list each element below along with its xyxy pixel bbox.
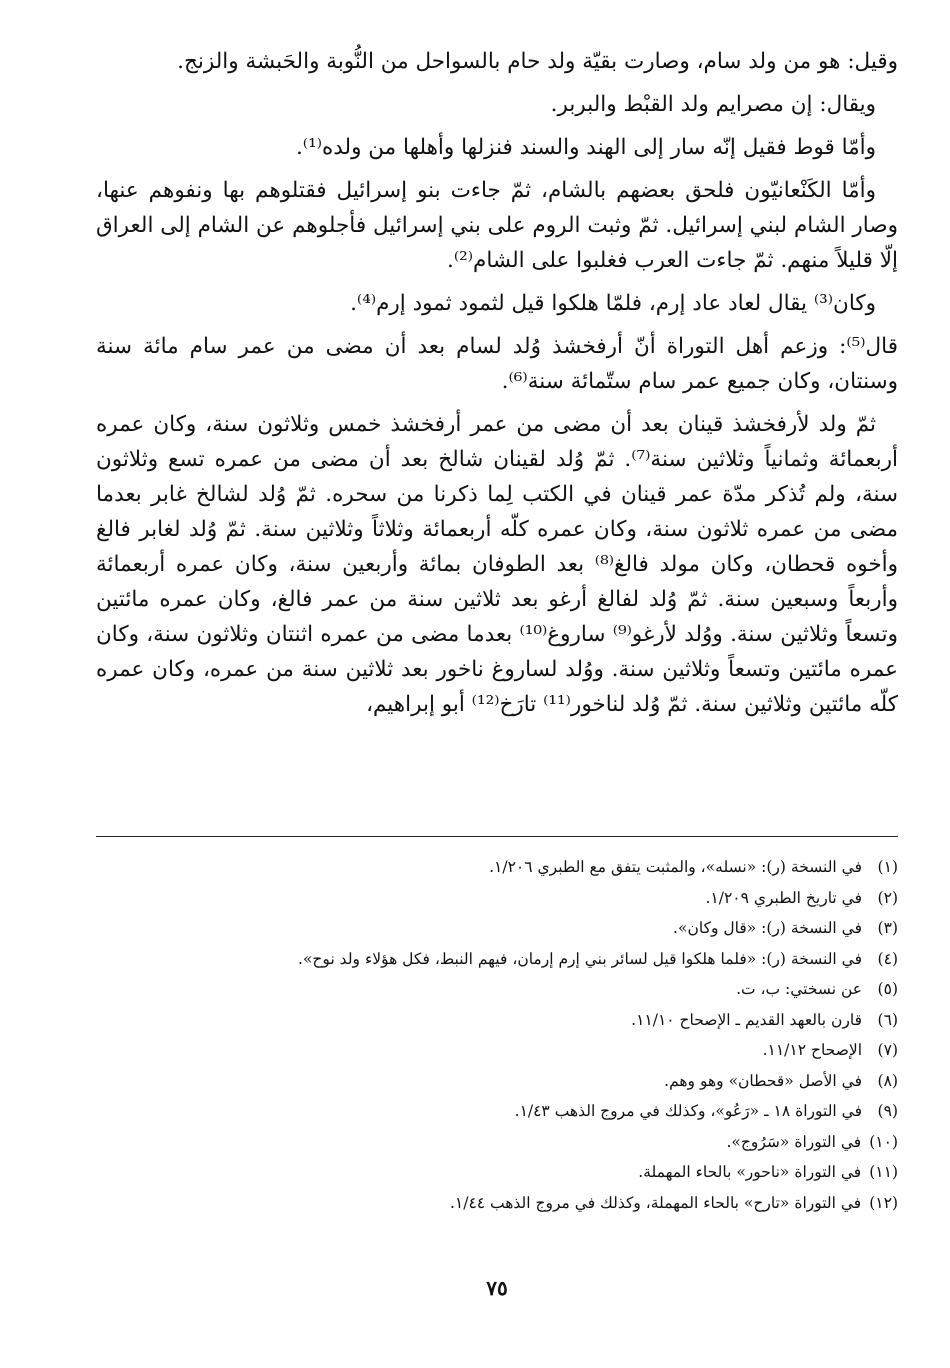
footnote-number: (٧) <box>877 1041 898 1059</box>
paragraph-5: وكان⁽³⁾ يقال لعاد عاد إرم، فلمّا هلكوا قيل لثمود ثمود إرم⁽⁴⁾. <box>350 291 876 316</box>
footnote-5 <box>96 974 898 1005</box>
footnote-number: (١٢) <box>869 1193 898 1212</box>
book-page <box>96 44 898 1344</box>
footnote-10 <box>96 1127 898 1158</box>
footnotes <box>96 852 898 1218</box>
footnote-text: في النسخة (ر): «فلما هلكوا قيل لسائر بني إرم إرمان، فيهم النبط، فكل هؤلاء ولد نوح». <box>298 949 862 968</box>
footnote-6 <box>96 1005 898 1036</box>
footnote-text: في تاريخ الطبري ١/٢٠٩. <box>705 888 862 907</box>
main-text <box>96 44 898 722</box>
footnote-9 <box>96 1096 898 1127</box>
footnote-number: (٨) <box>877 1071 898 1090</box>
footnote-separator <box>96 836 898 837</box>
footnote-text: في النسخة (ر): «نسله»، والمثبت يتفق مع الطبري ١/٢٠٦. <box>489 858 862 876</box>
footnote-3 <box>96 913 898 944</box>
footnote-2 <box>96 883 898 914</box>
footnote-number: (١١) <box>869 1163 898 1181</box>
footnote-number: (٩) <box>877 1102 898 1120</box>
footnote-number: (٢) <box>877 888 898 907</box>
footnote-number: (١٠) <box>869 1132 898 1151</box>
paragraph-6: قال⁽⁵⁾: وزعم أهل التوراة أنّ أرفخشذ وُلد لسام بعد أن مضى من عمر سام مائة سنة وسنتان، وكان جميع عمر سام ستّمائة سنة⁽⁶⁾. <box>96 334 898 394</box>
footnote-text: في التوراة «ناحور» بالحاء المهملة. <box>638 1163 862 1181</box>
footnote-4 <box>96 944 898 975</box>
paragraph-2: ويقال: إن مصرايم ولد القبْط والبربر. <box>550 92 876 117</box>
paragraph-7: ثمّ ولد لأرفخشذ قينان بعد أن مضى من عمر أرفخشذ خمس وثلاثون سنة، وكان عمره أربعمائة وثمانياً وثلاثين سنة⁽⁷⁾. ثمّ وُلد لقينان شالخ بعد أن مضى من عمره تسع وثلاثون سنة، ولم تُذكر مدّة عمر قينان في الكتب لِما ذكرنا من سحره. ثمّ وُلد لشالخ غابر بعدما مضى من عمره ثلاثون سنة، وكان عمره كلّه أربعمائة وثلاثاً وثلاثين سنة. ثمّ وُلد لغابر فالغ وأخوه قحطان، وكان مولد فالغ⁽⁸⁾ بعد الطوفان بمائة وأربعين سنة، وكان عمره أربعمائة وأربعاً وسبعين سنة. ثمّ وُلد لفالغ أرغو بعد ثلاثين سنة من عمر فالغ، وكان عمره مائتين وتسعاً وثلاثين سنة. ووُلد لأرغو⁽⁹⁾ ساروغ⁽¹⁰⁾ بعدما مضى من عمره اثنتان وثلاثون سنة، وكان عمره مائتين وتسعاً وثلاثين سنة. ووُلد لساروغ ناخور بعد ثلاثين سنة من عمره، وكان عمره كلّه مائتين وثلاثين سنة. ثمّ وُلد لناخور⁽¹¹⁾ تارَخ⁽¹²⁾ أبو إبراهيم، <box>96 412 898 717</box>
paragraph-3: وأمّا قوط فقيل إنّه سار إلى الهند والسند فنزلها وأهلها من ولده⁽¹⁾. <box>295 135 876 160</box>
footnote-number: (٦) <box>877 1010 898 1029</box>
footnote-text: عن نسختي: ب، ت. <box>736 980 862 998</box>
footnote-number: (٤) <box>877 949 898 968</box>
footnote-number: (٣) <box>877 919 898 937</box>
footnote-7 <box>96 1035 898 1066</box>
paragraph-4: وأمّا الكَنْعانيّون فلحق بعضهم بالشام، ثمّ جاءت بنو إسرائيل فقتلوهم بها ونفوهم عنها، وصار الشام لبني إسرائيل. ثمّ وثبت الروم على بني إسرائيل فأجلوهم عن الشام إلى العراق إلّا قليلاً منهم. ثمّ جاءت العرب فغلبوا على الشام⁽²⁾. <box>96 178 898 273</box>
footnote-text: قارن بالعهد القديم ـ الإصحاح ١١/١٠. <box>631 1010 862 1029</box>
page-number: ٧٥ <box>486 1276 508 1300</box>
footnote-11 <box>96 1157 898 1188</box>
footnote-number: (١) <box>877 858 898 876</box>
footnote-12 <box>96 1188 898 1219</box>
footnote-number: (٥) <box>877 980 898 998</box>
footnote-text: في التوراة ١٨ ـ «رَعُو»، وكذلك في مروج الذهب ١/٤٣. <box>514 1102 862 1120</box>
footnote-text: في النسخة (ر): «قال وكان». <box>673 919 862 937</box>
footnote-text: في التوراة «سَرُوج». <box>726 1132 862 1151</box>
paragraph-1: وقيل: هو من ولد سام، وصارت بقيّة ولد حام بالسواحل من النُّوبة والحَبشة والزنج. <box>177 49 898 74</box>
footnote-text: في التوراة «تارح» بالحاء المهملة، وكذلك في مروج الذهب ١/٤٤. <box>449 1193 862 1212</box>
footnote-1 <box>96 852 898 883</box>
footnote-8 <box>96 1066 898 1097</box>
footnote-text: الإصحاح ١١/١٢. <box>762 1041 862 1059</box>
footnote-text: في الأصل «قحطان» وهو وهم. <box>664 1071 862 1090</box>
